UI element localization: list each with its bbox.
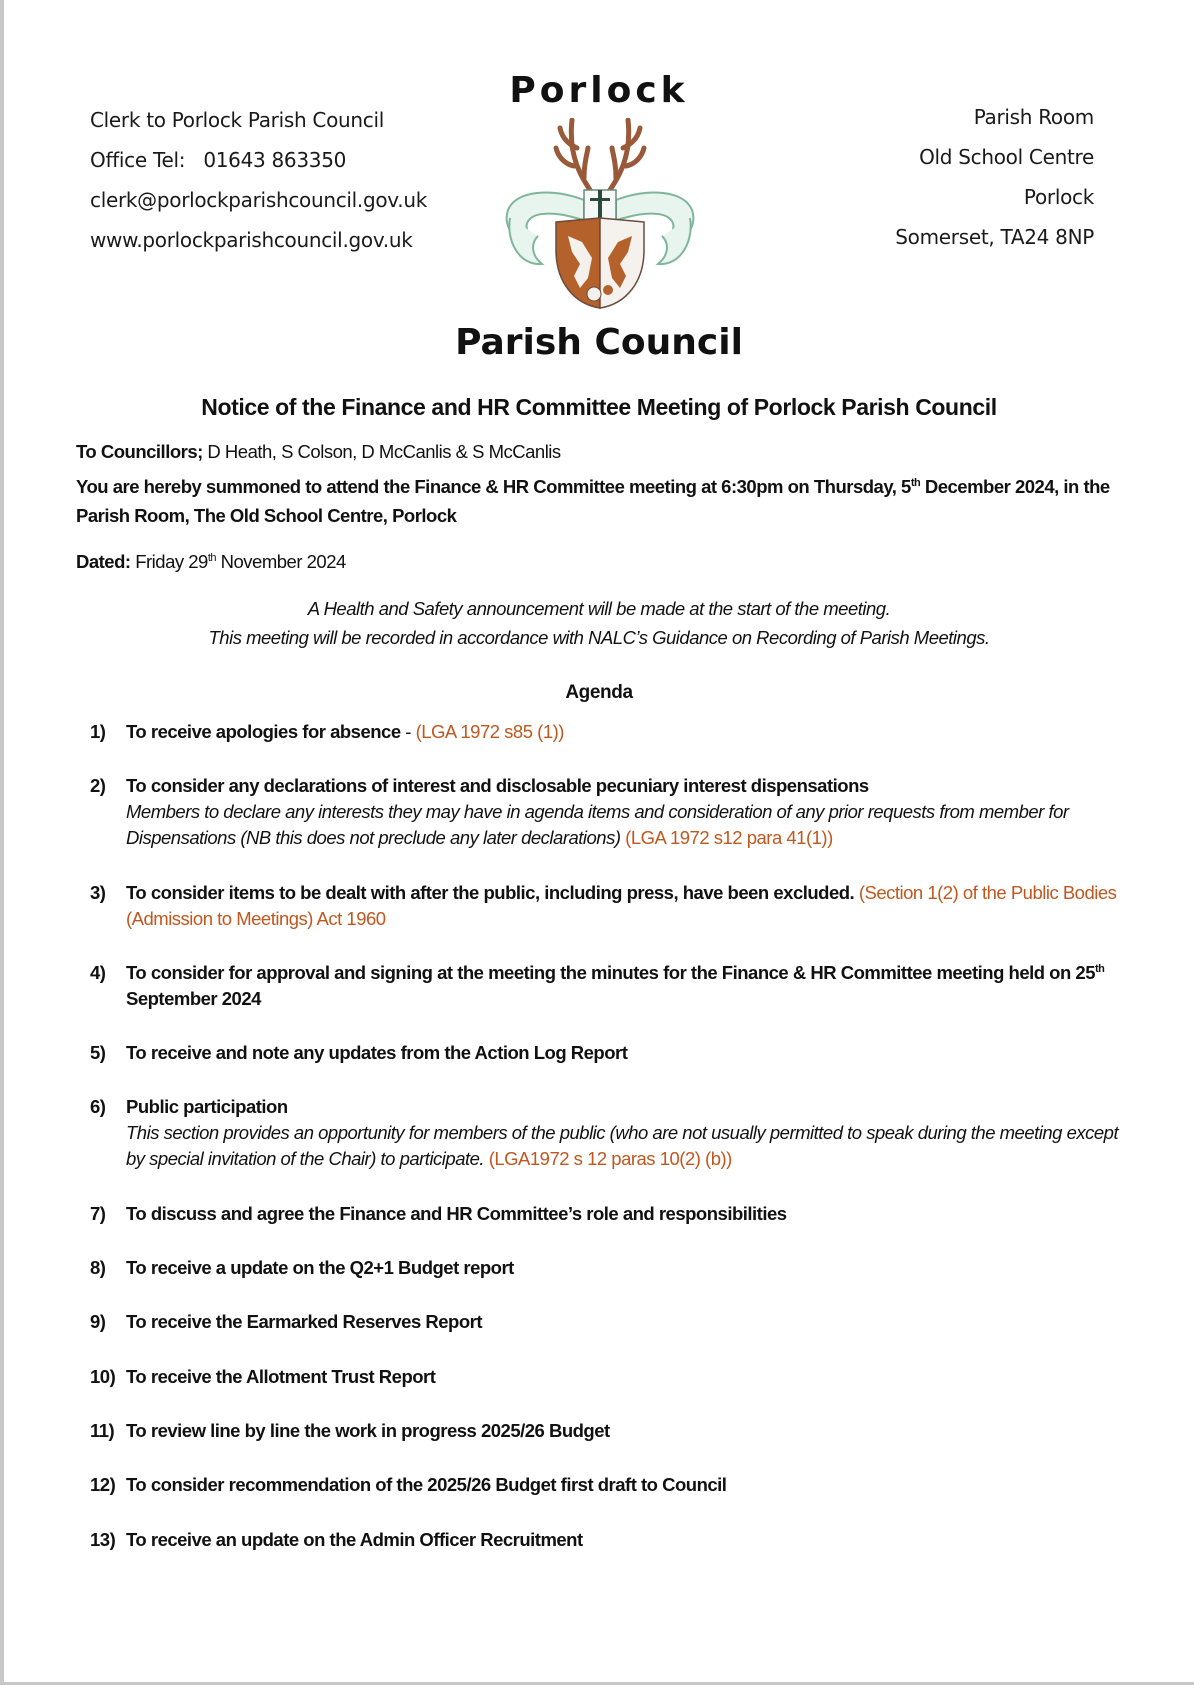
agenda-item-title: To review line by line the work in progress 2025/26 Budget: [126, 1420, 610, 1441]
agenda-item-number: 4): [90, 962, 106, 983]
agenda-item-number: 10): [90, 1366, 116, 1387]
dated-line: [76, 547, 1116, 576]
agenda-item-5: [90, 1040, 1130, 1066]
agenda-item-title: To consider items to be dealt with after the public, including press, have been excluded.: [126, 882, 855, 903]
agenda-item-9: [90, 1309, 1130, 1335]
agenda-item-title: Public participation: [126, 1096, 288, 1117]
agenda-item-number: 11): [90, 1420, 115, 1441]
agenda-item-number: 12): [90, 1474, 116, 1495]
agenda-item-description: This section provides an opportunity for members of the public (who are not usually permitted to speak during the meeting except by special invitation of the Chair) to participate.: [126, 1122, 1119, 1169]
councillors-names: D Heath, S Colson, D McCanlis & S McCanlis: [202, 441, 561, 462]
agenda-item-number: 2): [90, 775, 106, 796]
clerk-contact-block: [90, 100, 427, 260]
summons-paragraph: [76, 472, 1116, 530]
agenda-item-2: [90, 773, 1130, 851]
notice-title: Notice of the Finance and HR Committee Meeting of Porlock Parish Council: [201, 394, 997, 420]
summons-text-cont: December 2024, in the Parish Room, The Old School Centre, Porlock: [76, 476, 1110, 526]
agenda-item-13: [90, 1527, 1130, 1553]
agenda-item-12: [90, 1472, 1130, 1498]
crest-title-parish-council: Parish Council: [455, 322, 743, 363]
legal-reference: (LGA1972 s 12 paras 10(2) (b)): [484, 1148, 732, 1169]
agenda-item-number: 1): [90, 721, 106, 742]
agenda-item-number: 7): [90, 1203, 106, 1224]
agenda-item-3: [90, 880, 1130, 932]
agenda-item-number: 8): [90, 1257, 106, 1278]
legal-reference: (LGA 1972 s85 (1)): [415, 721, 564, 742]
agenda-item-title-cont: September 2024: [126, 988, 261, 1009]
agenda-item-11: [90, 1418, 1130, 1444]
agenda-item-7: [90, 1201, 1130, 1227]
agenda-item-title: To consider recommendation of the 2025/26 Budget first draft to Council: [126, 1474, 727, 1495]
agenda-item-4: [90, 960, 1130, 1012]
council-website: www.porlockparishcouncil.gov.uk: [90, 228, 413, 252]
agenda-item-number: 6): [90, 1096, 106, 1117]
agenda-item-title: To receive the Allotment Trust Report: [126, 1366, 436, 1387]
health-safety-announcement: A Health and Safety announcement will be made at the start of the meeting.: [307, 598, 891, 619]
dated-value-cont: November 2024: [216, 551, 346, 572]
date-ordinal: th: [1095, 962, 1105, 975]
coat-of-arms-icon: [502, 118, 698, 320]
agenda-item-1: [90, 719, 1130, 745]
recording-notice: This meeting will be recorded in accordance with NALC’s Guidance on Recording of Parish Meetings.: [208, 627, 990, 648]
clerk-email: clerk@porlockparishcouncil.gov.uk: [90, 188, 427, 212]
agenda-item-description: Members to declare any interests they may have in agenda items and consideration of any prior requests from member for Dispensations (NB this does not preclude any later declarations): [126, 801, 1069, 848]
councillors-line: [76, 437, 1116, 466]
address-line-4: Somerset, TA24 8NP: [895, 225, 1094, 249]
legal-reference: (Section 1(2) of the Public Bodies (Admission to Meetings) Act 1960: [126, 882, 1117, 929]
summons-ordinal: th: [910, 476, 921, 489]
separator: -: [400, 721, 416, 742]
document-page: [4, 0, 1194, 1682]
councillors-label: To Councillors;: [76, 441, 203, 462]
agenda-item-title: To receive an update on the Admin Officer Recruitment: [126, 1529, 583, 1550]
office-telephone: Office Tel: 01643 863350: [90, 148, 347, 172]
agenda-item-number: 3): [90, 882, 106, 903]
agenda-item-10: [90, 1364, 1130, 1390]
agenda-item-8: [90, 1255, 1130, 1281]
address-line-1: Parish Room: [973, 105, 1094, 129]
agenda-item-title: To receive and note any updates from the Action Log Report: [126, 1042, 628, 1063]
meeting-address-block: [895, 97, 1094, 257]
agenda-heading: Agenda: [565, 682, 633, 703]
clerk-title: Clerk to Porlock Parish Council: [90, 108, 384, 132]
address-line-3: Porlock: [1023, 185, 1094, 209]
crest-title-porlock: Porlock: [509, 70, 689, 111]
address-line-2: Old School Centre: [919, 145, 1094, 169]
summons-text: You are hereby summoned to attend the Finance & HR Committee meeting at 6:30pm on Thursday, 5: [76, 476, 911, 497]
agenda-item-title: To receive a update on the Q2+1 Budget report: [126, 1257, 514, 1278]
dated-ordinal: th: [207, 551, 217, 564]
agenda-item-title: To consider for approval and signing at the meeting the minutes for the Finance & HR Committee meeting held on 25: [126, 962, 1096, 983]
legal-reference: (LGA 1972 s12 para 41(1)): [620, 827, 833, 848]
agenda-item-title: To discuss and agree the Finance and HR Committee’s role and responsibilities: [126, 1203, 787, 1224]
agenda-item-number: 13): [90, 1529, 116, 1550]
agenda-item-title: To receive the Earmarked Reserves Report: [126, 1311, 483, 1332]
dated-label: Dated:: [76, 551, 131, 572]
agenda-item-number: 9): [90, 1311, 106, 1332]
agenda-item-number: 5): [90, 1042, 106, 1063]
agenda-item-title: To consider any declarations of interest and disclosable pecuniary interest dispensations: [126, 775, 869, 796]
dated-value: Friday 29: [130, 551, 208, 572]
agenda-item-6: [90, 1094, 1130, 1172]
agenda-item-title: To receive apologies for absence: [126, 721, 401, 742]
